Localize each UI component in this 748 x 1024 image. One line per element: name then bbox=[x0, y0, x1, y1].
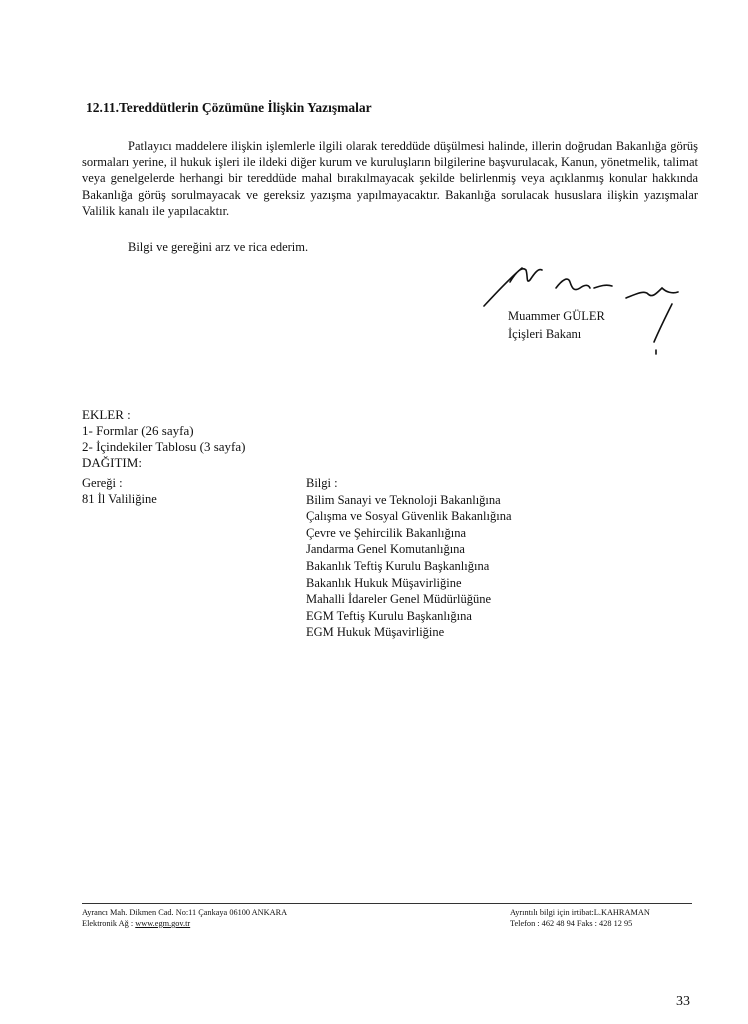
attachments-block bbox=[82, 407, 245, 471]
info-item: Bilim Sanayi ve Teknoloji Bakanlığına bbox=[306, 492, 501, 507]
footer-phone: Telefon : 462 48 94 Faks : 428 12 95 bbox=[510, 919, 633, 928]
footer-network bbox=[82, 918, 287, 929]
signer-title: İçişleri Bakanı bbox=[508, 327, 582, 341]
info-item: Çalışma ve Sosyal Güvenlik Bakanlığına bbox=[306, 509, 512, 524]
action-item: 81 İl Valiliğine bbox=[82, 492, 157, 506]
info-item: EGM Hukuk Müşavirliğine bbox=[306, 625, 445, 640]
handwritten-signature bbox=[476, 258, 696, 358]
footer-network-label: Elektronik Ağ : bbox=[82, 919, 134, 928]
info-item: Mahalli İdareler Genel Müdürlüğüne bbox=[306, 592, 492, 607]
attachment-item: 2- İçindekiler Tablosu (3 sayfa) bbox=[82, 439, 246, 454]
info-recipients bbox=[306, 475, 512, 641]
info-item: Jandarma Genel Komutanlığına bbox=[306, 542, 465, 557]
info-item: Çevre ve Şehircilik Bakanlığına bbox=[306, 525, 467, 540]
info-item: EGM Teftiş Kurulu Başkanlığına bbox=[306, 608, 472, 623]
footer-contact-block bbox=[510, 907, 650, 929]
footer-address: Ayrancı Mah. Dikmen Cad. No:11 Çankaya 06100 ANKARA bbox=[82, 908, 288, 917]
info-label: Bilgi : bbox=[306, 476, 338, 490]
footer-contact: Ayrıntılı bilgi için irtibat:L.KAHRAMAN bbox=[510, 908, 650, 917]
info-item: Bakanlık Hukuk Müşavirliğine bbox=[306, 575, 462, 590]
footer-divider bbox=[82, 903, 692, 904]
page-number: 33 bbox=[676, 994, 690, 1009]
signer-name: Muammer GÜLER bbox=[508, 309, 605, 323]
action-label: Gereği : bbox=[82, 476, 123, 490]
section-heading: 12.11.Tereddütlerin Çözümüne İlişkin Yazışmalar bbox=[86, 100, 372, 115]
footer-website-link[interactable]: www.egm.gov.tr bbox=[135, 919, 191, 928]
attachments-label: EKLER : bbox=[82, 407, 131, 422]
body-paragraph: Patlayıcı maddelere ilişkin işlemlerle ilgili olarak tereddüde düşülmesi halinde, illerin doğrudan Bakanlığa görüş sormaları yerine, il hukuk işleri ile ildeki diğer kurum ve kuruluşların bilgilerine başvurulacak, Kanun, yönetmelik, talimat veya genelgelerde herhangi bir tereddüde mahal bırakılmayacak şekilde belirlenmiş veya açıklanmış konular hakkında Bakanlığa görüş sorulmayacak ve gereksiz yazışma yapılmayacaktır. Bakanlığa sorulacak hususlara ilişkin yazışmalar Valilik kanalı ile yapılacaktır. bbox=[82, 139, 698, 218]
attachment-item: 1- Formlar (26 sayfa) bbox=[82, 423, 194, 438]
action-recipients bbox=[82, 475, 157, 507]
distribution-label: DAĞITIM: bbox=[82, 455, 142, 470]
info-item: Bakanlık Teftiş Kurulu Başkanlığına bbox=[306, 558, 490, 573]
footer-address-block bbox=[82, 907, 287, 929]
closing-line: Bilgi ve gereğini arz ve rica ederim. bbox=[128, 240, 309, 254]
